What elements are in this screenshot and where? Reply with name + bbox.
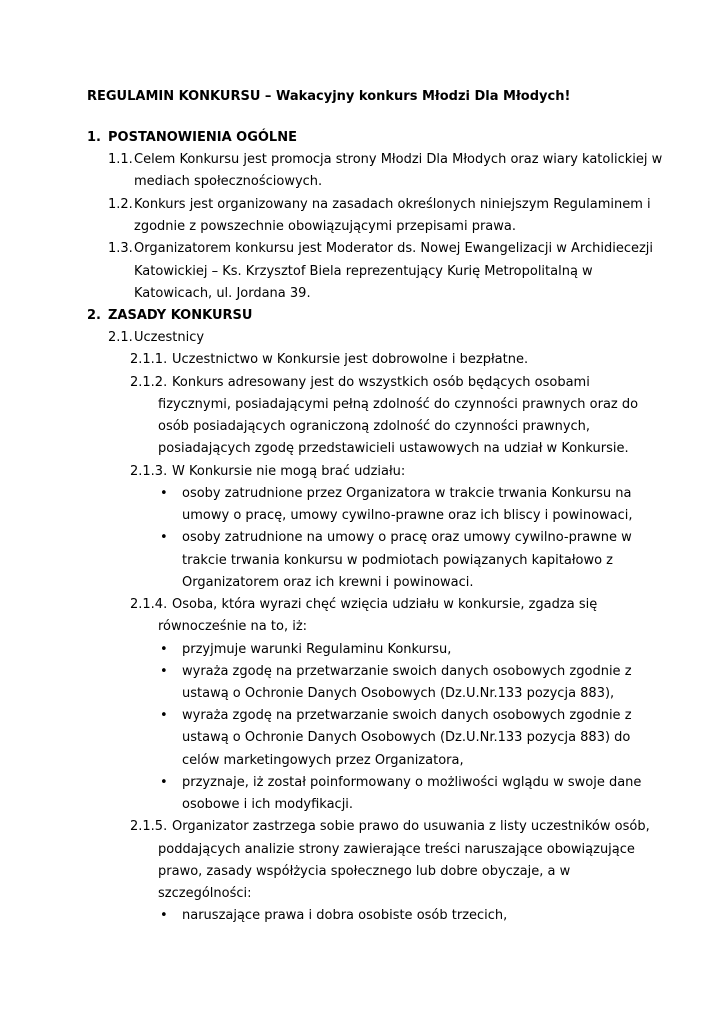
item-number: 2.1.4. [130, 597, 168, 612]
item-text: Celem Konkursu jest promocja strony Młodzi Dla Młodych oraz wiary katolickiej w [134, 152, 663, 167]
bullet-icon: • [160, 775, 168, 790]
item-text: Konkurs jest organizowany na zasadach określonych niniejszym Regulaminem i [134, 197, 651, 212]
bullet-text: celów marketingowych przez Organizatora, [182, 753, 464, 768]
bullet-text: naruszające prawa i dobra osobiste osób trzecich, [182, 908, 508, 923]
bullet-icon: • [160, 908, 168, 923]
document-title: REGULAMIN KONKURSU – Wakacyjny konkurs Młodzi Dla Młodych! [87, 89, 571, 104]
bullet-text: przyjmuje warunki Regulaminu Konkursu, [182, 642, 452, 657]
subsection-number: 2.1. [108, 330, 133, 345]
item-text: Katowickiej – Ks. Krzysztof Biela reprezentujący Kurię Metropolitalną w [134, 264, 593, 279]
item-text: prawo, zasady współżycia społecznego lub dobre obyczaje, a w [158, 864, 571, 879]
item-text: Organizator zastrzega sobie prawo do usuwania z listy uczestników osób, [172, 819, 650, 834]
bullet-text: wyraża zgodę na przetwarzanie swoich danych osobowych zgodnie z [182, 664, 632, 679]
bullet-text: osoby zatrudnione na umowy o pracę oraz umowy cywilno-prawne w [182, 530, 632, 545]
item-number: 2.1.3. [130, 464, 168, 479]
section-number: 1. [87, 130, 101, 145]
item-text: poddających analizie strony zawierające treści naruszające obowiązujące [158, 842, 635, 857]
item-text: Organizatorem konkursu jest Moderator ds. Nowej Ewangelizacji w Archidiecezji [134, 241, 654, 256]
item-text: równocześnie na to, iż: [158, 619, 308, 634]
bullet-text: wyraża zgodę na przetwarzanie swoich danych osobowych zgodnie z [182, 708, 632, 723]
bullet-icon: • [160, 708, 168, 723]
bullet-icon: • [160, 664, 168, 679]
bullet-text: przyznaje, iż został poinformowany o możliwości wglądu w swoje dane [182, 775, 642, 790]
item-text: W Konkursie nie mogą brać udziału: [172, 464, 406, 479]
item-number: 2.1.5. [130, 819, 168, 834]
section-heading: POSTANOWIENIA OGÓLNE [108, 130, 297, 145]
bullet-text: osobowe i ich modyfikacji. [182, 797, 354, 812]
bullet-text: umowy o pracę, umowy cywilno-prawne oraz ich bliscy i powinowaci, [182, 508, 633, 523]
item-text: Osoba, która wyrazi chęć wzięcia udziału w konkursie, zgadza się [172, 597, 598, 612]
item-text: Konkurs adresowany jest do wszystkich osób będących osobami [172, 375, 590, 390]
item-text: Katowicach, ul. Jordana 39. [134, 286, 311, 301]
bullet-text: ustawą o Ochronie Danych Osobowych (Dz.U.Nr.133 pozycja 883), [182, 686, 615, 701]
item-text: Uczestnictwo w Konkursie jest dobrowolne i bezpłatne. [172, 352, 529, 367]
item-text: fizycznymi, posiadającymi pełną zdolność do czynności prawnych oraz do [158, 397, 639, 412]
bullet-text: osoby zatrudnione przez Organizatora w trakcie trwania Konkursu na [182, 486, 632, 501]
item-text: posiadających zgodę przedstawicieli ustawowych na udział w Konkursie. [158, 441, 629, 456]
bullet-text: Organizatorem oraz ich krewni i powinowaci. [182, 575, 474, 590]
item-text: osób posiadających ograniczoną zdolność do czynności prawnych, [158, 419, 591, 434]
subsection-label: Uczestnicy [134, 330, 205, 345]
item-number: 1.3. [108, 241, 133, 256]
bullet-text: ustawą o Ochronie Danych Osobowych (Dz.U.Nr.133 pozycja 883) do [182, 730, 631, 745]
item-number: 2.1.2. [130, 375, 168, 390]
item-number: 1.1. [108, 152, 133, 167]
section-heading: ZASADY KONKURSU [108, 308, 253, 323]
bullet-text: trakcie trwania konkursu w podmiotach powiązanych kapitałowo z [182, 553, 614, 568]
bullet-icon: • [160, 642, 168, 657]
item-text: mediach społecznościowych. [134, 174, 323, 189]
bullet-icon: • [160, 486, 168, 501]
item-text: szczególności: [158, 886, 252, 901]
item-number: 2.1.1. [130, 352, 168, 367]
item-text: zgodnie z powszechnie obowiązującymi przepisami prawa. [134, 219, 517, 234]
item-number: 1.2. [108, 197, 133, 212]
bullet-icon: • [160, 530, 168, 545]
section-number: 2. [87, 308, 101, 323]
